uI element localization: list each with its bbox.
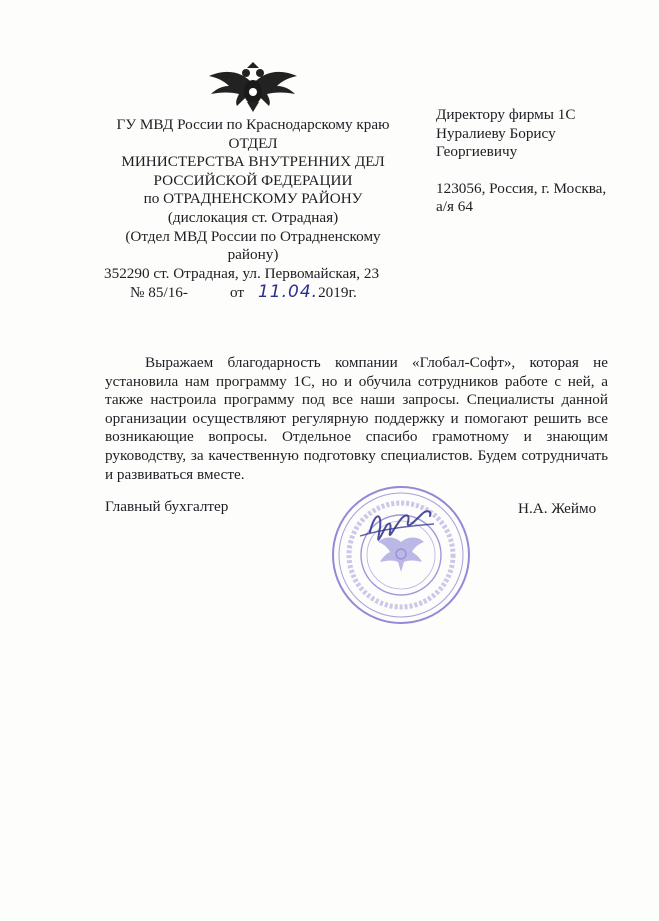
sender-line-1: ГУ МВД России по Краснодарскому краю [116, 116, 390, 133]
sender-line-8: району) [227, 246, 279, 264]
sender-line-6: (дислокация ст. Отрадная) [167, 208, 339, 226]
addressee-line-3: Георгиевичу [436, 143, 518, 161]
sender-line-2: ОТДЕЛ [228, 134, 278, 152]
addressee-line-2: Нуралиеву Борису [436, 124, 556, 142]
reference-number: № 85/16- [130, 284, 188, 302]
sender-line-4: РОССИЙСКОЙ ФЕДЕРАЦИИ [153, 171, 353, 189]
addressee-line-5: а/я 64 [436, 198, 473, 216]
reference-from-label: от [229, 284, 244, 302]
reference-year: 2019г. [318, 284, 357, 302]
letter-body: Выражаем благодарность компании «Глобал-Софт», которая не установила нам программу 1С, но и обучила сотрудников работе с ней, а также настроила программу под все наши запросы. Специалисты данной организации осуществляют регулярную поддержку и помогают решить все возникающие вопросы. Отдельное спасибо грамотному и знающим руководству, за качественную подготовку специалистов. Будем сотрудничать и развиваться вместе. [105, 354, 608, 483]
reference-row [98, 283, 408, 303]
reference-date-handwritten: 11.04. [257, 282, 319, 303]
addressee-block [436, 106, 641, 217]
signer-position: Главный бухгалтер [105, 498, 229, 515]
addressee-line-4: 123056, Россия, г. Москва, [436, 179, 607, 197]
signer-name: Н.А. Жеймо [518, 500, 597, 517]
sender-line-3: МИНИСТЕРСТВА ВНУТРЕННИХ ДЕЛ [121, 153, 385, 171]
addressee-line-1: Директору фирмы 1С [436, 106, 576, 123]
sender-address: 352290 ст. Отрадная, ул. Первомайская, 23 [104, 264, 380, 282]
round-seal-icon [330, 484, 472, 626]
sender-block [98, 116, 408, 303]
sender-line-5: по ОТРАДНЕНСКОМУ РАЙОНУ [143, 190, 363, 208]
sender-line-7: (Отдел МВД России по Отрадненскому [125, 227, 381, 245]
double-headed-eagle-icon [207, 62, 299, 112]
